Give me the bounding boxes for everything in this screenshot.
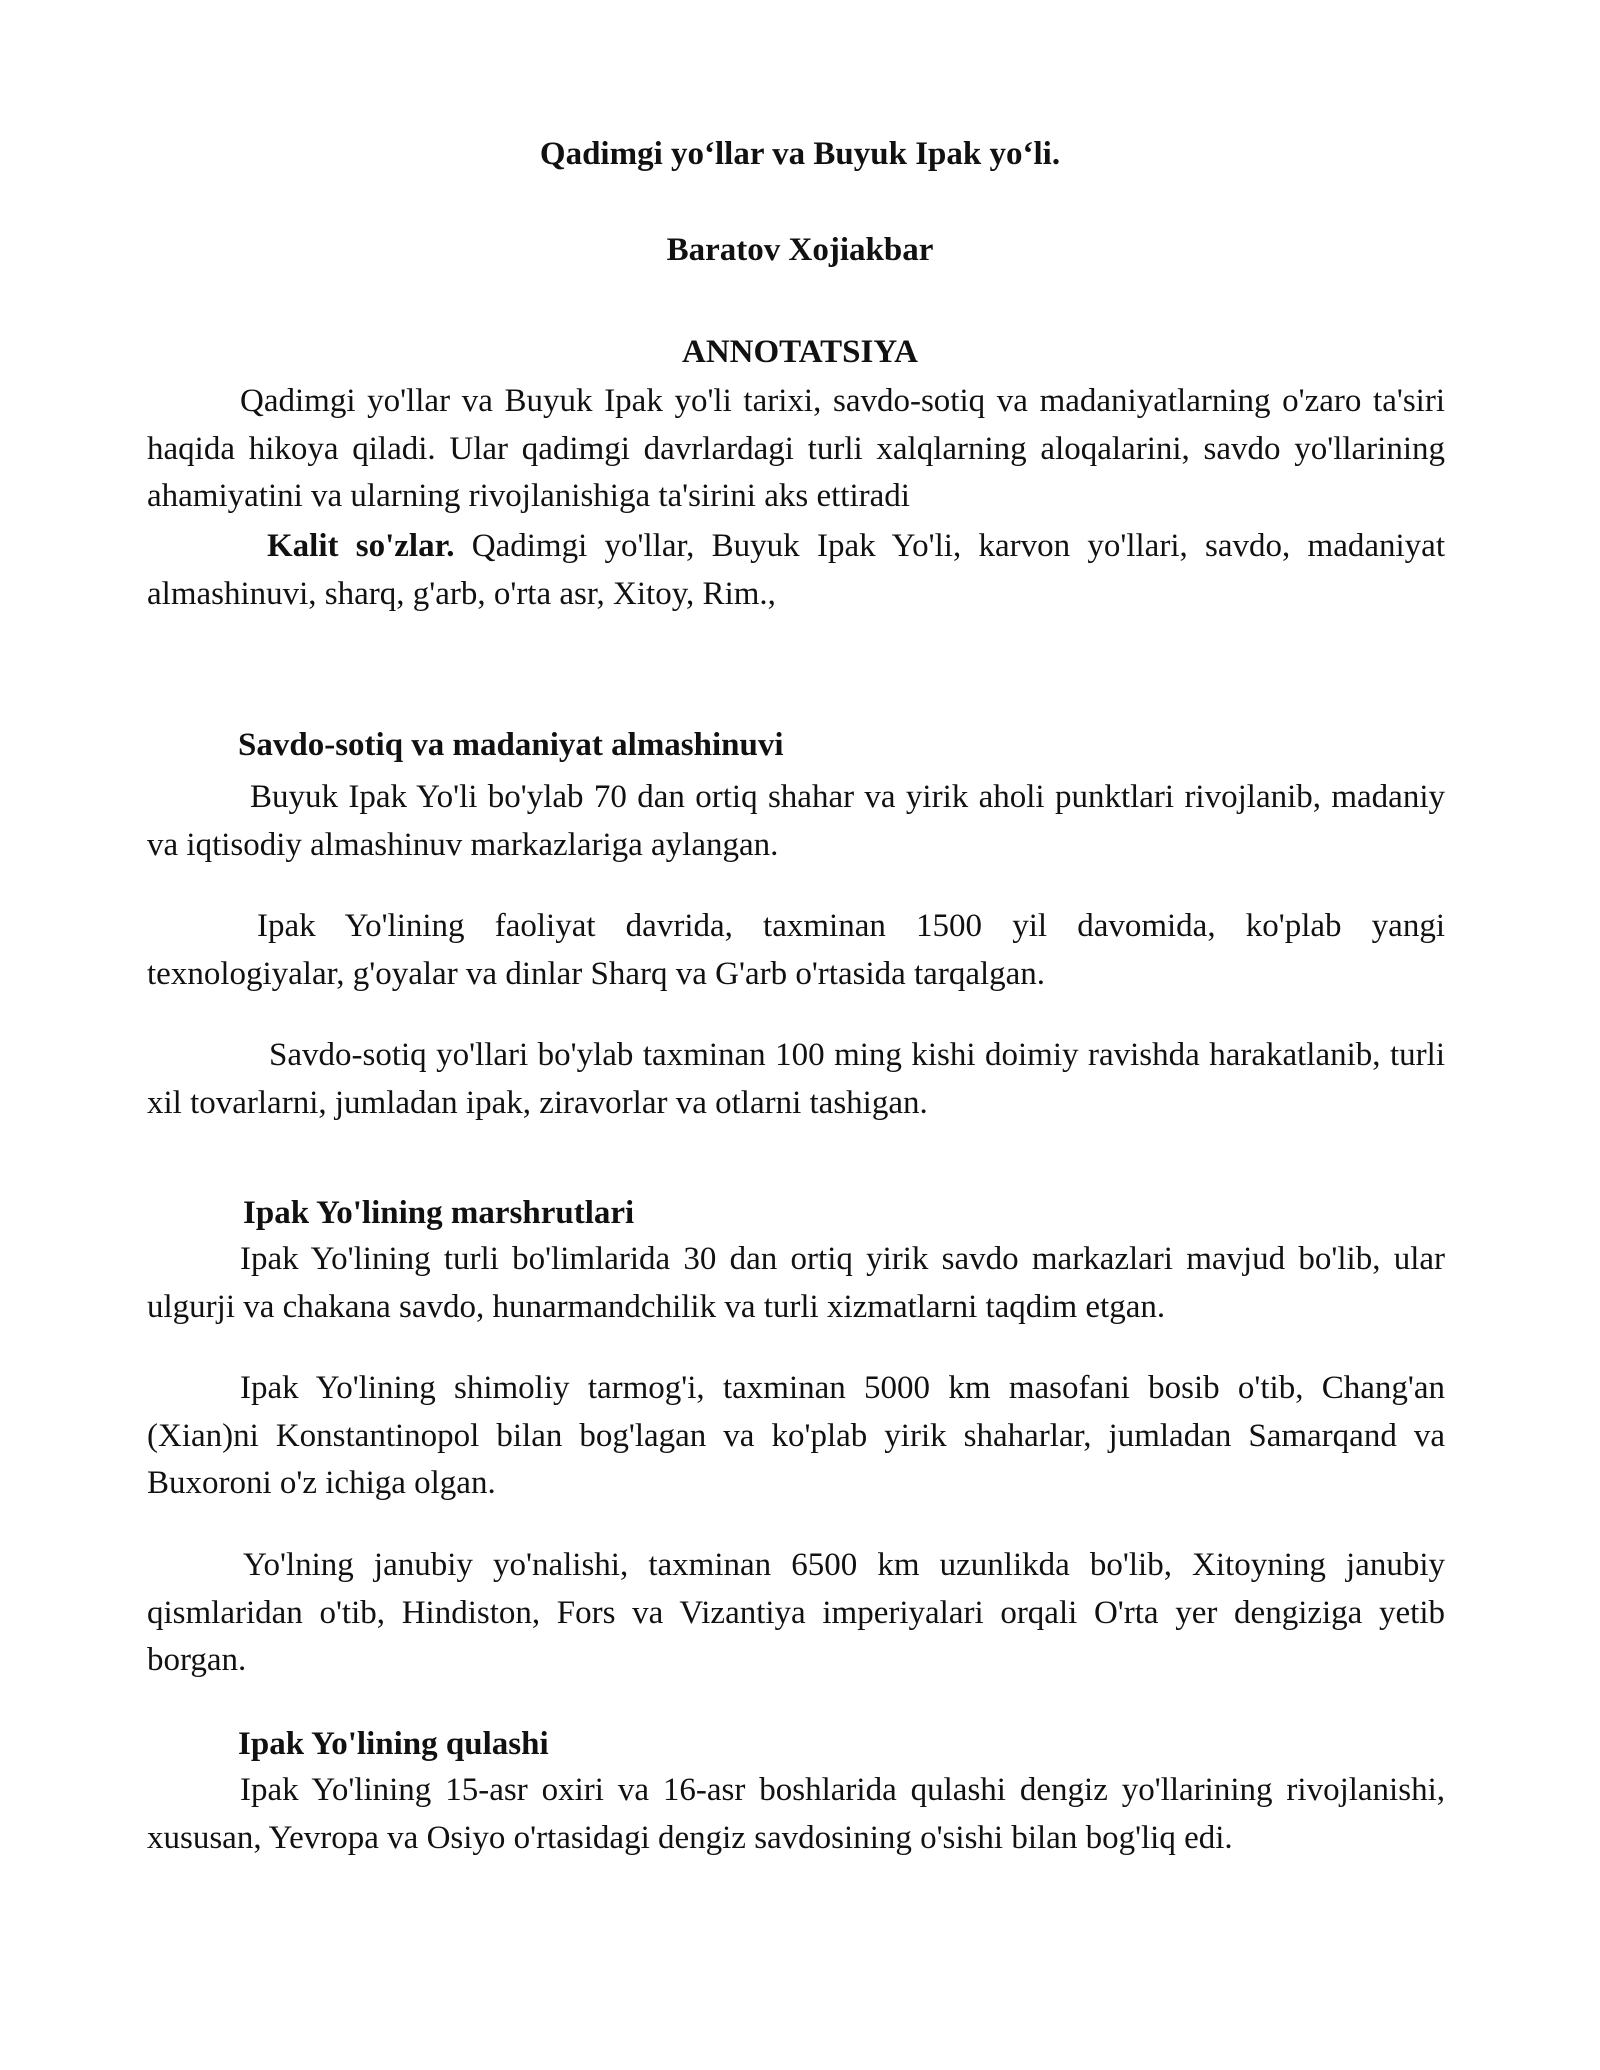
paragraph-trade-3: Savdo-sotiq yo'llari bo'ylab taxminan 100 ming kishi doimiy ravishda harakatlanib, turli xil tovarlarni, jumladan ipak, ziravorlar va otlarni tashigan. xyxy=(147,1037,1445,1121)
section-heading-decline: Ipak Yo'lining qulashi xyxy=(238,1726,549,1762)
paragraph-trade-2: Ipak Yo'lining faoliyat davrida, taxminan 1500 yil davomida, ko'plab yangi texnologiyalar, g'oyalar va dinlar Sharq va G'arb o'rtasida tarqalgan. xyxy=(147,908,1445,992)
abstract-paragraph: Qadimgi yo'llar va Buyuk Ipak yo'li tarixi, savdo-sotiq va madaniyatlarning o'zaro ta'siri haqida hikoya qiladi. Ular qadimgi davrlardagi turli xalqlarning aloqalarini, savdo yo'llarining ahamiyatini va ularning rivojlanishiga ta'sirini aks ettiradi xyxy=(147,383,1445,514)
paragraph-routes-3: Yo'lning janubiy yo'nalishi, taxminan 6500 km uzunlikda bo'lib, Xitoyning janubiy qismlaridan o'tib, Hindiston, Fors va Vizantiya imperiyalari orqali O'rta yer dengiziga yetib borgan. xyxy=(147,1547,1445,1678)
paragraph-trade-1: Buyuk Ipak Yo'li bo'ylab 70 dan ortiq shahar va yirik aholi punktlari rivojlanib, madaniy va iqtisodiy almashinuv markazlariga aylangan. xyxy=(147,779,1445,863)
section-heading-trade: Savdo-sotiq va madaniyat almashinuvi xyxy=(238,727,784,763)
abstract-heading: ANNOTATSIYA xyxy=(682,334,918,370)
paragraph-decline-1: Ipak Yo'lining 15-asr oxiri va 16-asr boshlarida qulashi dengiz yo'llarining rivojlanishi, xususan, Yevropa va Osiyo o'rtasidagi dengiz savdosining o'sishi bilan bog'liq edi. xyxy=(147,1772,1445,1856)
keywords-paragraph xyxy=(147,523,1445,618)
author-name: Baratov Xojiakbar xyxy=(666,232,934,268)
keywords-list: Qadimgi yo'llar, Buyuk Ipak Yo'li, karvon yo'llari, savdo, madaniyat almashinuvi, sharq, g'arb, o'rta asr, Xitoy, Rim., xyxy=(147,528,1445,612)
paragraph-routes-1: Ipak Yo'lining turli bo'limlarida 30 dan ortiq yirik savdo markazlari mavjud bo'lib, ular ulgurji va chakana savdo, hunarmandchilik va turli xizmatlarni taqdim etgan. xyxy=(147,1241,1445,1325)
document-title: Qadimgi yo‘llar va Buyuk Ipak yo‘li. xyxy=(539,136,1061,172)
keywords-label: Kalit so'zlar. xyxy=(267,528,455,564)
paragraph-routes-2: Ipak Yo'lining shimoliy tarmog'i, taxminan 5000 km masofani bosib o'tib, Chang'an (Xian)ni Konstantinopol bilan bog'lagan va ko'plab yirik shaharlar, jumladan Samarqand va Buxoroni o'z ichiga olgan. xyxy=(147,1370,1445,1501)
section-heading-routes: Ipak Yo'lining marshrutlari xyxy=(243,1195,635,1231)
